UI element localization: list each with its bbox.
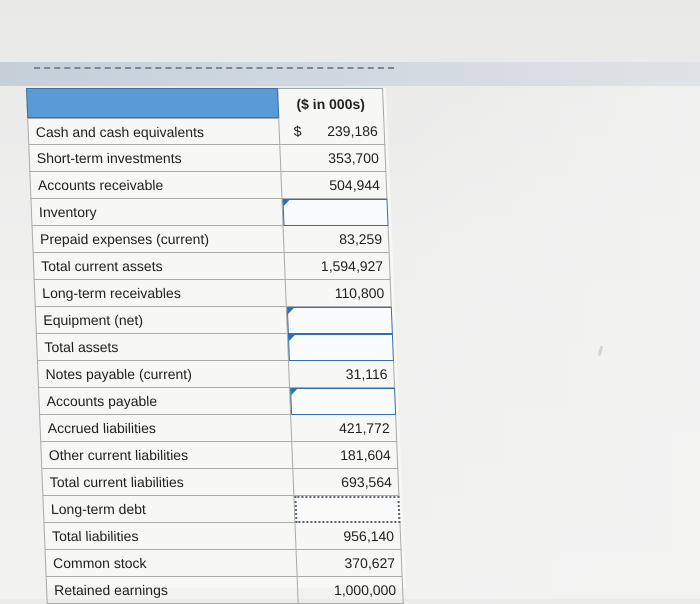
row-label: Other current liabilities xyxy=(40,442,293,469)
row-label: Total assets xyxy=(36,334,289,361)
row-label: Inventory xyxy=(30,199,283,226)
value-cell: 110,800 xyxy=(286,280,392,307)
inventory-input[interactable] xyxy=(282,199,388,226)
row-label: Equipment (net) xyxy=(35,307,288,334)
row-label: Cash and cash equivalents xyxy=(27,118,280,145)
table-row xyxy=(37,361,395,388)
accounts-payable-input[interactable] xyxy=(290,388,396,415)
table-row xyxy=(45,550,403,577)
row-label: Notes payable (current) xyxy=(37,361,290,388)
row-label: Accrued liabilities xyxy=(39,415,292,442)
equipment-input[interactable] xyxy=(287,307,393,334)
table-row xyxy=(34,280,392,307)
value-cell: 83,259 xyxy=(284,226,390,253)
table-row xyxy=(32,226,390,253)
value-cell: 353,700 xyxy=(280,145,386,172)
value-cell: 421,772 xyxy=(291,415,397,442)
value-cell: 956,140 xyxy=(295,523,401,550)
row-label: Accounts payable xyxy=(38,388,291,415)
header-blue-cell xyxy=(26,88,279,118)
dashed-divider xyxy=(34,67,394,69)
row-label: Long-term debt xyxy=(42,496,295,523)
table-row xyxy=(27,118,385,145)
long-term-debt-input[interactable] xyxy=(294,496,400,523)
row-label: Accounts receivable xyxy=(29,172,282,199)
table-row xyxy=(35,307,393,334)
table-row xyxy=(30,199,388,226)
column-header: ($ in 000s) xyxy=(278,88,384,118)
value-cell: 31,116 xyxy=(289,361,395,388)
row-label: Prepaid expenses (current) xyxy=(32,226,285,253)
value-cell: 181,604 xyxy=(292,442,398,469)
value-cell: 693,564 xyxy=(293,469,399,496)
table-row xyxy=(38,388,396,415)
table-row xyxy=(36,334,394,361)
background-shade xyxy=(400,86,700,599)
row-label: Total current assets xyxy=(33,253,286,280)
table-row xyxy=(40,442,398,469)
table-row xyxy=(28,145,386,172)
table-row xyxy=(39,415,397,442)
table-row xyxy=(41,469,399,496)
balance-sheet-table xyxy=(26,88,406,598)
currency-symbol: $ xyxy=(293,123,302,139)
row-label: Common stock xyxy=(45,550,298,577)
table-row xyxy=(29,172,387,199)
table-row xyxy=(33,253,391,280)
table-row xyxy=(43,523,401,550)
top-band xyxy=(0,62,700,86)
value-cell: 504,944 xyxy=(281,172,387,199)
value-cell: 370,627 xyxy=(297,550,403,577)
total-assets-input[interactable] xyxy=(288,334,394,361)
row-label: Total current liabilities xyxy=(41,469,294,496)
row-label: Short-term investments xyxy=(28,145,281,172)
value-cell: 1,000,000 xyxy=(298,577,404,604)
table-row xyxy=(42,496,400,523)
value-cell: 1,594,927 xyxy=(285,253,391,280)
row-label: Total liabilities xyxy=(43,523,296,550)
row-label: Retained earnings xyxy=(46,577,299,604)
value-text: 239,186 xyxy=(326,123,379,139)
value-cell xyxy=(279,118,385,145)
row-label: Long-term receivables xyxy=(34,280,287,307)
table-row xyxy=(46,577,404,604)
